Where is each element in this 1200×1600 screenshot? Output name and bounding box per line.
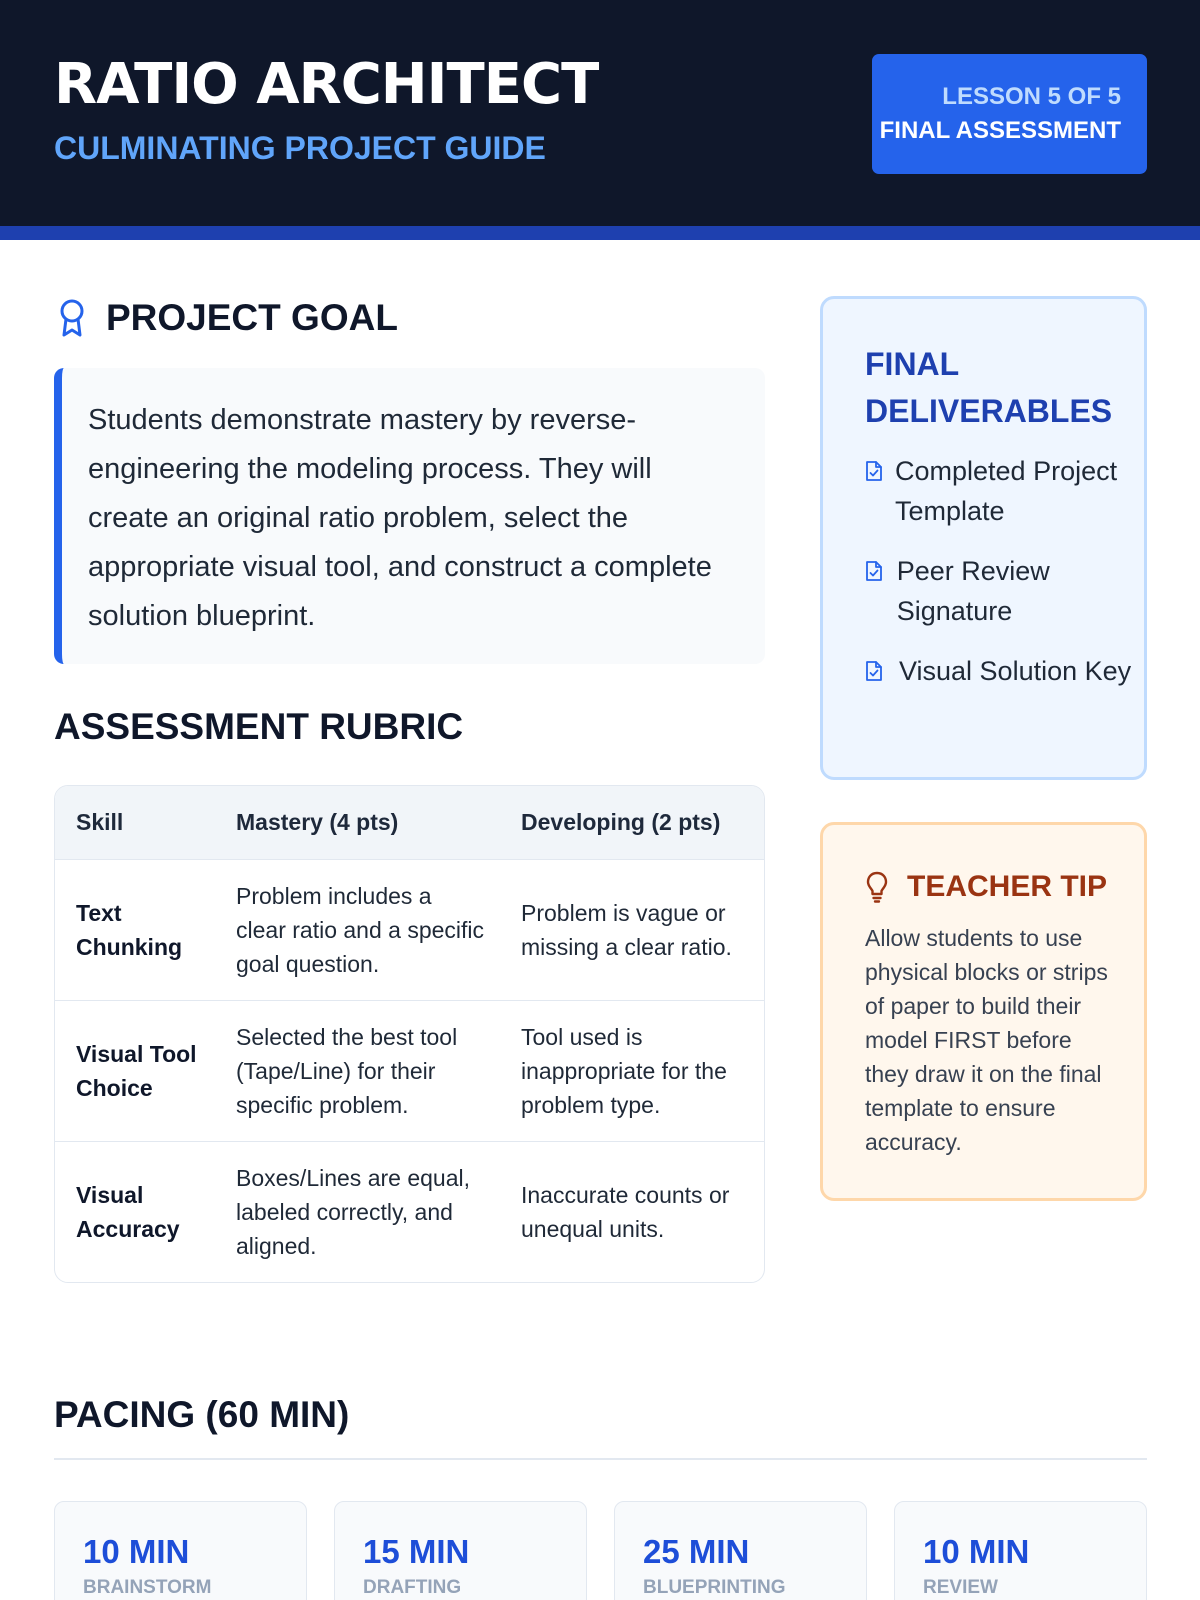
pacing-card-review <box>894 1501 1147 1600</box>
deliverables-list <box>865 451 1144 691</box>
table-row <box>55 1000 764 1141</box>
teacher-tip-header <box>865 867 1116 907</box>
pacing-minutes: 10 MIN <box>923 1533 1030 1570</box>
pacing-card-drafting <box>334 1501 587 1600</box>
deliverable-label: Completed Project Template <box>895 456 1118 526</box>
table-row <box>55 859 764 1000</box>
rubric-heading: ASSESSMENT RUBRIC <box>54 706 464 747</box>
lesson-badge <box>872 54 1147 174</box>
list-item <box>865 551 1144 631</box>
header-stripe <box>0 226 1200 240</box>
file-check-icon <box>865 451 883 491</box>
lesson-number: LESSON 5 OF 5 <box>942 83 1121 110</box>
file-check-icon <box>865 551 885 591</box>
pacing-label: DRAFTING <box>363 1577 462 1598</box>
table-row <box>55 1141 764 1282</box>
rubric-developing: Inaccurate counts or unequal units. <box>500 1141 764 1282</box>
rubric-mastery: Boxes/Lines are equal, labeled correctly, and aligned. <box>215 1141 500 1282</box>
rubric-col-developing: Developing (2 pts) <box>500 786 764 859</box>
project-goal-title: PROJECT GOAL <box>106 297 398 338</box>
final-deliverables-card <box>820 296 1147 780</box>
rubric-col-skill: Skill <box>55 786 215 859</box>
pacing-card-brainstorm <box>54 1501 307 1600</box>
rubric-col-mastery: Mastery (4 pts) <box>215 786 500 859</box>
award-icon <box>54 296 90 340</box>
rubric-skill: Visual Accuracy <box>55 1141 215 1282</box>
pacing-label: REVIEW <box>923 1577 998 1598</box>
deliverable-label: Peer Review Signature <box>896 556 1050 626</box>
rubric-skill: Visual Tool Choice <box>55 1000 215 1141</box>
divider <box>54 1458 1147 1460</box>
lightbulb-icon <box>865 867 891 907</box>
deliverable-label: Visual Solution Key <box>899 656 1132 686</box>
rubric-mastery: Selected the best tool (Tape/Line) for their specific problem. <box>215 1000 500 1141</box>
rubric-developing: Problem is vague or missing a clear ratio. <box>500 859 764 1000</box>
pacing-minutes: 10 MIN <box>83 1533 190 1570</box>
lesson-type: FINAL ASSESSMENT <box>879 117 1121 144</box>
list-item <box>865 451 1144 531</box>
rubric-developing: Tool used is inappropriate for the problem type. <box>500 1000 764 1141</box>
rubric-skill: Text Chunking <box>55 859 215 1000</box>
rubric-mastery: Problem includes a clear ratio and a specific goal question. <box>215 859 500 1000</box>
pacing-heading: PACING (60 MIN) <box>54 1394 350 1435</box>
pacing-card-blueprinting <box>614 1501 867 1600</box>
list-item <box>865 651 1144 691</box>
teacher-tip-text: Allow students to use physical blocks or strips of paper to build their model FIRST before they draw it on the final template to ensure accuracy. <box>865 925 1108 1155</box>
page-subtitle: CULMINATING PROJECT GUIDE <box>54 130 546 166</box>
rubric-table <box>54 785 765 1283</box>
teacher-tip-card <box>820 822 1147 1201</box>
pacing-minutes: 25 MIN <box>643 1533 750 1570</box>
pacing-minutes: 15 MIN <box>363 1533 470 1570</box>
page-title: RATIO ARCHITECT <box>54 52 599 117</box>
teacher-tip-title: TEACHER TIP <box>907 870 1108 903</box>
deliverables-title: FINAL DELIVERABLES <box>865 346 1113 429</box>
rubric-header-row <box>55 786 764 859</box>
project-goal-heading <box>54 296 398 340</box>
project-goal-text: Students demonstrate mastery by reverse-engineering the modeling process. They will create an original ratio problem, select the appropriate visual tool, and construct a complete solution blueprint. <box>54 368 765 664</box>
pacing-label: BLUEPRINTING <box>643 1577 786 1598</box>
file-check-icon <box>865 651 887 691</box>
pacing-label: BRAINSTORM <box>83 1577 212 1598</box>
